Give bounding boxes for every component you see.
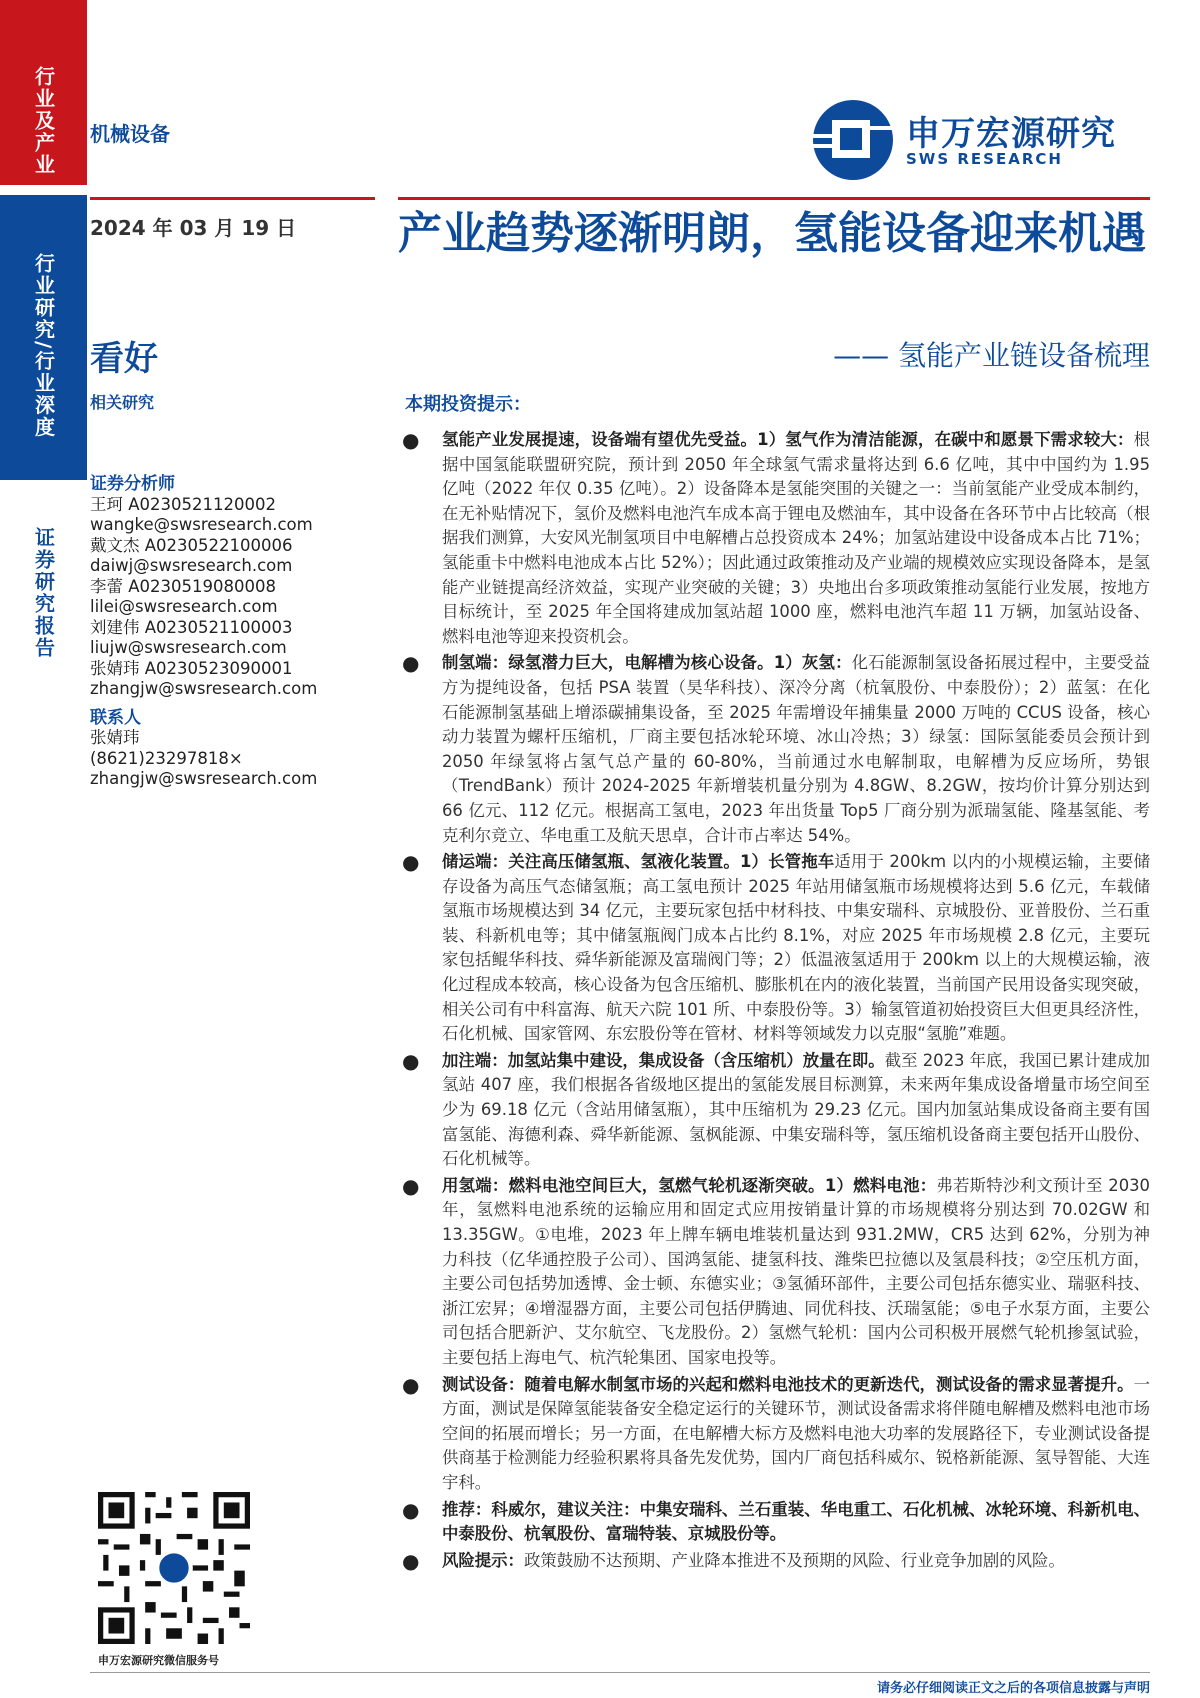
- list-item: [398, 428, 1150, 649]
- contact-phone: (8621)23297818×: [90, 748, 243, 768]
- list-item: [398, 651, 1150, 848]
- bullet-icon: ●: [402, 1497, 420, 1522]
- tip-lead: 用氢端：燃料电池空间巨大，氢燃气轮机逐渐突破。1）燃料电池：: [442, 1175, 937, 1195]
- bullet-icon: ●: [402, 850, 420, 875]
- contact-name: 张婧玮: [90, 728, 140, 747]
- sidebar-section-securities: [0, 485, 87, 705]
- bullet-icon: ●: [402, 651, 420, 676]
- analyst-email[interactable]: daiwj@swsresearch.com: [90, 556, 293, 575]
- bullet-icon: ●: [402, 428, 420, 452]
- header-divider-left: [90, 197, 375, 200]
- analyst-email[interactable]: liujw@swsresearch.com: [90, 638, 287, 657]
- company-logo: [810, 98, 1140, 182]
- tip-lead: 加注端：加氢站集中建设，集成设备（含压缩机）放量在即。: [442, 1050, 885, 1070]
- tip-text: 政策鼓励不达预期、产业降本推进不及预期的风险、行业竞争加剧的风险。: [523, 1550, 1065, 1570]
- tip-text: 根据中国氢能联盟研究院，预计到 2050 年全球氢气需求量将达到 6.6 亿吨，其中中国约为 1.95 亿吨（2022 年仅 0.35 亿吨）。2）设备降本是氢能突围的关键之一：当前氢能产业受成本制约，在无补贴情况下，氢价及燃料电池汽车成本高于锂电及燃油车，其中设备在各环节中占比较高（根据我们测算，大安风光制氢项目中电解槽占总投资成本 24%；加氢站建设中设备成本占比 71%；氢能重卡中燃料电池成本占比 52%）；因此通过政策推动及产业端的规模效应实现设备降本，是氢能产业链提高经济效益，实现产业突破的关键；3）央地出台多项政策推动氢能行业发展，按地方目标统计，至 2025 年全国将建成加氢站超 1000 座，燃料电池汽车超 11 万辆，加氢站设备、燃料电池等迎来投资机会。: [442, 430, 1150, 646]
- related-research-link[interactable]: 相关研究: [90, 393, 155, 412]
- tip-text: 适用于 200km 以内的小规模运输，主要储存设备为高压气态储氢瓶；高工氢电预计 2025 年站用储氢瓶市场规模将达到 5.6 亿元，车载储氢瓶市场规模达到 34 亿元，主要玩家包括中材科技、中集安瑞科、京城股份、亚普股份、兰石重装、科新机电等；其中储氢瓶阀门成本占比约 8.1%，对应 2025 年市场规模 2.8 亿元，主要玩家包括鲲华科技、舜华新能源及富瑞阀门等；2）低温液氢适用于 200km 以上的大规模运输，液化过程成本较高，核心设备为包含压缩机、膨胀机在内的液化装置，当前国产民用设备实现突破，相关公司有中科富海、航天六院 101 所、中泰股份等。3）输氢管道初始投资巨大但更具经济性，石化机械、国家管网、东宏股份等在管材、材料等领域发力以克服“氢脆”难题。: [442, 852, 1151, 1044]
- sidebar-label-industry: 行业及产业: [31, 66, 56, 176]
- sidebar-section-industry: [0, 0, 87, 185]
- bullet-icon: ●: [402, 1048, 420, 1073]
- sidebar: [0, 0, 87, 1698]
- list-item: [398, 1174, 1150, 1371]
- analyst-line: 戴文杰 A0230522100006: [90, 535, 293, 555]
- tip-lead: 储运端：关注高压储氢瓶、氢液化装置。1）长管拖车: [442, 852, 835, 872]
- analyst-line: 李蕾 A0230519080008: [90, 576, 277, 596]
- sidebar-label-securities: 证券研究报告: [31, 527, 56, 659]
- analyst-email[interactable]: wangke@swsresearch.com: [90, 515, 313, 534]
- analyst-line: 张婧玮 A0230523090001: [90, 658, 293, 678]
- investment-tips-list: [398, 428, 1150, 1575]
- analyst-email[interactable]: zhangjw@swsresearch.com: [90, 679, 318, 698]
- tip-lead: 制氢端：绿氢潜力巨大，电解槽为核心设备。1）灰氢：: [442, 653, 852, 673]
- contact-heading: 联系人: [90, 707, 141, 728]
- qr-caption: 申万宏源研究微信服务号: [98, 1654, 219, 1667]
- tip-lead: 氢能产业发展提速，设备端有望优先受益。1）氢气作为清洁能源，在碳中和愿景下需求较大：: [442, 430, 1134, 449]
- tip-lead: 风险提示：: [442, 1550, 524, 1570]
- report-title: 产业趋势逐渐明朗，氢能设备迎来机遇: [398, 208, 1146, 259]
- analyst-line: 王珂 A0230521120002: [90, 494, 277, 514]
- list-item: [398, 1049, 1150, 1172]
- tip-lead: 推荐：科威尔，建议关注：中集安瑞科、兰石重装、华电重工、石化机械、冰轮环境、科新机电、中泰股份、杭氧股份、富瑞特装、京城股份等。: [442, 1499, 1150, 1544]
- bullet-icon: ●: [402, 1548, 420, 1573]
- sidebar-label-report-type: 行业研究/行业深度: [31, 253, 56, 439]
- analyst-list: [90, 474, 380, 790]
- tip-text: 一方面，测试是保障氢能装备安全稳定运行的关键环节，测试设备需求将伴随电解槽及燃料电池市场空间的拓展而增长；另一方面，在电解槽大标方及燃料电池大功率的发展路径下，专业测试设备提供商基于检测能力经验积累将具备先发优势，国内厂商包括科威尔、锐格新能源、氢导智能、大连宇科。: [442, 1374, 1150, 1492]
- analyst-heading: 证券分析师: [90, 474, 175, 494]
- tips-heading: 本期投资提示：: [405, 394, 531, 415]
- tip-lead: 测试设备：随着电解水制氢市场的兴起和燃料电池技术的更新迭代，测试设备的需求显著提升。: [442, 1374, 1134, 1394]
- logo-text-en: SWS RESEARCH: [906, 150, 1063, 168]
- tip-text: 截至 2023 年底，我国已累计建成加氢站 407 座，我们根据各省级地区提出的氢能发展目标测算，未来两年集成设备增量市场空间至少为 69.18 亿元（含站用储氢瓶），其中压缩机为 29.23 亿元。国内加氢站集成设备商主要有国富氢能、海德利森、舜华新能源、氢枫能源、中集安瑞科等，氢压缩机设备商主要包括开山股份、石化机械等。: [442, 1050, 1150, 1169]
- list-item: [398, 1549, 1150, 1574]
- header-divider-right: [398, 197, 1150, 200]
- wechat-qr-code: [98, 1492, 250, 1644]
- list-item: [398, 1498, 1150, 1547]
- list-item: [398, 850, 1150, 1047]
- analyst-line: 刘建伟 A0230521100003: [90, 617, 293, 637]
- industry-category: 机械设备: [90, 122, 170, 146]
- report-subtitle: —— 氢能产业链设备梳理: [833, 339, 1150, 372]
- list-item: [398, 1373, 1150, 1496]
- report-date: 2024 年 03 月 19 日: [90, 216, 297, 240]
- logo-text-cn: 申万宏源研究: [906, 114, 1116, 154]
- contact-email[interactable]: zhangjw@swsresearch.com: [90, 769, 318, 788]
- footer-disclaimer: 请务必仔细阅读正文之后的各项信息披露与声明: [876, 1681, 1150, 1696]
- logo-emblem-icon: [810, 98, 896, 182]
- bullet-icon: ●: [402, 1372, 420, 1397]
- sidebar-section-report-type: [0, 195, 87, 480]
- bullet-icon: ●: [402, 1173, 420, 1198]
- tip-text: 化石能源制氢设备拓展过程中，主要受益方为提纯设备，包括 PSA 装置（昊华科技）、深冷分离（杭氧股份、中泰股份）；2）蓝氢：在化石能源制氢基础上增添碳捕集设备，至 2025 年需增设年捕集量 2000 万吨的 CCUS 设备，核心动力装置为螺杆压缩机，厂商主要包括冰轮环境、冰山冷热；3）绿氢：国际氢能委员会预计到 2050 年绿氢将占氢气总产量的 60-80%，当前通过水电解制取，电解槽为反应场所，势银（TrendBank）预计 2024-2025 年新增装机量分别为 4.8GW、8.2GW，按均价计算分别达到 66 亿元、112 亿元。根据高工氢电，2023 年出货量 Top5 厂商分别为派瑞氢能、隆基氢能、考克利尔竞立、华电重工及航天思卓，合计市占率达 54%。: [442, 653, 1151, 845]
- investment-rating: 看好: [90, 339, 158, 379]
- analyst-email[interactable]: lilei@swsresearch.com: [90, 597, 278, 616]
- tip-text: 弗若斯特沙利文预计至 2030 年，氢燃料电池系统的运输应用和固定式应用按销量计算的市场规模将分别达到 70.02GW 和 13.35GW。①电堆，2023 年上牌车辆电堆装机量达到 931.2MW，CR5 达到 62%，分别为神力科技（亿华通控股子公司）、国鸿氢能、捷氢科技、潍柴巴拉德以及氢晨科技；②空压机方面，主要公司包括势加透博、金士顿、东德实业；③氢循环部件，主要公司包括东德实业、瑞驱科技、浙江宏昇；④增湿器方面，主要公司包括伊腾迪、同优科技、沃瑞氢能；⑤电子水泵方面，主要公司包括合肥新沪、艾尔航空、飞龙股份。2）氢燃气轮机：国内公司积极开展燃气轮机掺氢试验，主要包括上海电气、杭汽轮集团、国家电投等。: [442, 1175, 1150, 1367]
- footer-divider: [90, 1672, 1150, 1673]
